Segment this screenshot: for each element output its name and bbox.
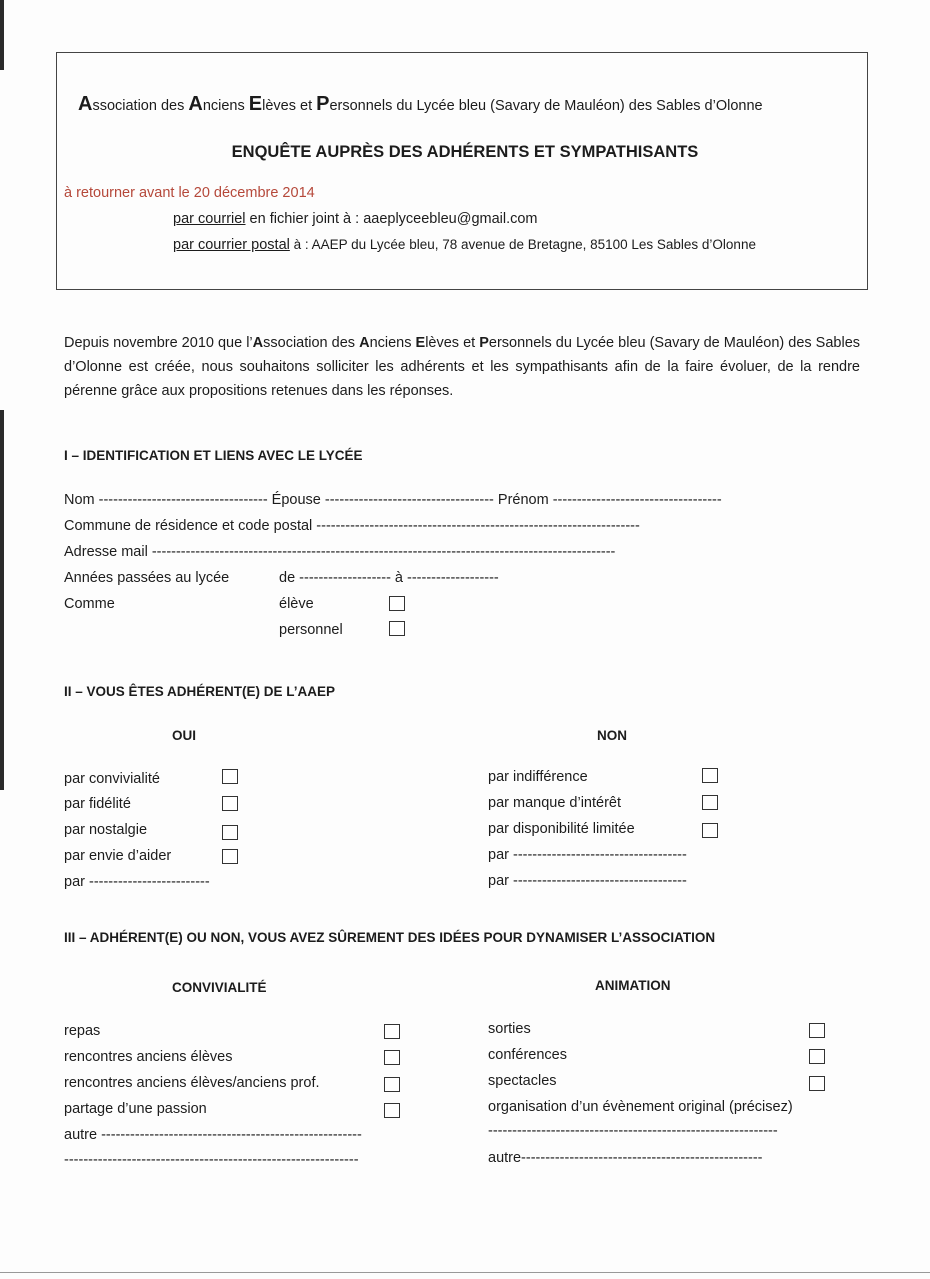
name-spouse-firstname-field[interactable]: Nom ----------------------------------- Épouse ----------------------------------- Prénom ----------------------------------- (64, 492, 722, 508)
years-label: Années passées au lycée (64, 570, 230, 586)
non-option: par indifférence (488, 769, 588, 785)
section1-title: I – IDENTIFICATION ET LIENS AVEC LE LYCÉE (64, 448, 363, 463)
personnel-label: personnel (279, 622, 343, 638)
non-option: par manque d’intérêt (488, 795, 621, 811)
intro-paragraph: Depuis novembre 2010 que l’Association des Anciens Elèves et Personnels du Lycée bleu (Savary de Mauléon) des Sables d’Olonne est créée, nous souhaitons solliciter les adhérents et les sympathisants afin de la faire évoluer, de la rendre pérenne grâce aux propositions retenues dans les réponses. (64, 335, 861, 399)
convivialite-other-field[interactable]: autre ------------------------------------------------------ (64, 1127, 362, 1143)
non-other-field[interactable]: par ------------------------------------ (488, 847, 687, 863)
oui-checkbox[interactable] (222, 796, 238, 811)
email-field[interactable]: Adresse mail ------------------------------------------------------------------------------------------------ (64, 544, 616, 560)
eleve-label: élève (279, 596, 314, 612)
oui-heading: OUI (172, 728, 197, 743)
email-instruction: par courriel en fichier joint à : aaeplyceebleu@gmail.com (173, 211, 538, 227)
comme-label: Comme (64, 596, 115, 612)
convivialite-option: rencontres anciens élèves/anciens prof. (64, 1075, 320, 1091)
convivialite-option: repas (64, 1023, 101, 1039)
oui-option: par nostalgie (64, 822, 148, 838)
convivialite-checkbox[interactable] (384, 1050, 400, 1065)
eleve-checkbox[interactable] (389, 596, 405, 611)
header-box (56, 52, 868, 290)
convivialite-line-field[interactable]: ------------------------------------------------------------- (64, 1152, 359, 1168)
animation-checkbox[interactable] (809, 1049, 825, 1064)
convivialite-heading: CONVIVIALITÉ (172, 980, 267, 995)
section3-title: III – ADHÉRENT(E) OU NON, VOUS AVEZ SÛREMENT DES IDÉES POUR DYNAMISER L’ASSOCIATION (64, 930, 716, 945)
non-other-field[interactable]: par ------------------------------------ (488, 873, 687, 889)
postal-label: par courrier postal (173, 237, 290, 253)
oui-option: par envie d’aider (64, 848, 172, 864)
non-option: par disponibilité limitée (488, 821, 635, 837)
personnel-checkbox[interactable] (389, 621, 405, 636)
convivialite-checkbox[interactable] (384, 1103, 400, 1118)
email-label: par courriel (173, 211, 246, 227)
animation-event-field[interactable]: ------------------------------------------------------------ (488, 1123, 778, 1139)
non-heading: NON (597, 728, 627, 743)
convivialite-checkbox[interactable] (384, 1077, 400, 1092)
convivialite-option: partage d’une passion (64, 1101, 207, 1117)
animation-other-field[interactable]: autre-------------------------------------------------- (488, 1150, 763, 1166)
oui-option: par fidélité (64, 796, 131, 812)
years-field[interactable]: de ------------------- à ------------------- (279, 570, 499, 586)
oui-option: par convivialité (64, 771, 160, 787)
convivialite-checkbox[interactable] (384, 1024, 400, 1039)
page-bottom-edge (0, 1272, 930, 1273)
scan-edge-mark (0, 0, 4, 70)
oui-checkbox[interactable] (222, 849, 238, 864)
oui-checkbox[interactable] (222, 825, 238, 840)
animation-checkbox[interactable] (809, 1023, 825, 1038)
animation-option: conférences (488, 1047, 567, 1063)
animation-option: sorties (488, 1021, 531, 1037)
animation-checkbox[interactable] (809, 1076, 825, 1091)
non-checkbox[interactable] (702, 795, 718, 810)
oui-other-field[interactable]: par ------------------------- (64, 874, 210, 890)
animation-event-label: organisation d’un évènement original (précisez) (488, 1099, 793, 1115)
animation-heading: ANIMATION (595, 978, 671, 993)
non-checkbox[interactable] (702, 823, 718, 838)
association-name: Association des Anciens Elèves et Personnels du Lycée bleu (Savary de Mauléon) des Sables d’Olonne (78, 93, 763, 115)
animation-option: spectacles (488, 1073, 557, 1089)
non-checkbox[interactable] (702, 768, 718, 783)
scan-edge-mark (0, 410, 4, 790)
convivialite-option: rencontres anciens élèves (64, 1049, 233, 1065)
section2-title: II – VOUS ÊTES ADHÉRENT(E) DE L’AAEP (64, 684, 336, 699)
return-deadline: à retourner avant le 20 décembre 2014 (64, 185, 315, 201)
commune-field[interactable]: Commune de résidence et code postal ------------------------------------------------------------------- (64, 518, 640, 534)
survey-title: ENQUÊTE AUPRÈS DES ADHÉRENTS ET SYMPATHISANTS (231, 143, 699, 161)
oui-checkbox[interactable] (222, 769, 238, 784)
postal-instruction: par courrier postal à : AAEP du Lycée bleu, 78 avenue de Bretagne, 85100 Les Sables d’Olonne (173, 237, 756, 253)
